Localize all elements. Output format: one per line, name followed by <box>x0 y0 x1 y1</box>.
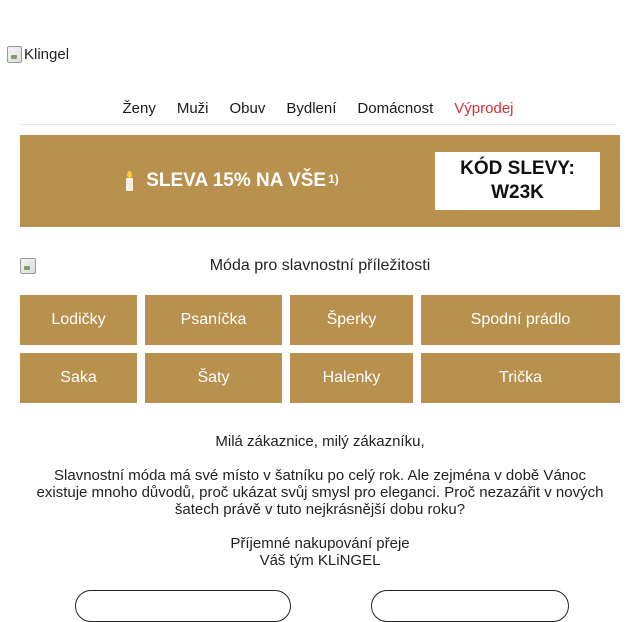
nav-item-obuv[interactable]: Obuv <box>229 100 266 117</box>
body-line-3: šatech právě v tuto nejkrásnější dobu roku? <box>174 501 466 518</box>
nav-item-domacnost[interactable]: Domácnost <box>357 100 434 117</box>
logo[interactable] <box>7 46 69 63</box>
category-tricka[interactable]: Trička <box>421 353 620 403</box>
discount-code-box <box>435 152 600 210</box>
category-sperky[interactable]: Šperky <box>290 295 413 345</box>
nav-item-muzi[interactable]: Muži <box>176 100 209 117</box>
promo-banner[interactable] <box>20 135 620 227</box>
hero-banner[interactable] <box>20 256 620 276</box>
nav-item-zeny[interactable]: Ženy <box>122 100 156 117</box>
nav-item-vyprodej[interactable]: Výprodej <box>454 100 514 117</box>
category-saty[interactable]: Šaty <box>145 353 282 403</box>
category-halenky[interactable]: Halenky <box>290 353 413 403</box>
closing-line-2: Váš tým KLiNGEL <box>259 552 381 569</box>
broken-image-icon <box>7 46 22 63</box>
cta-button-left[interactable] <box>75 590 291 622</box>
cta-button-right[interactable] <box>371 590 569 622</box>
category-saka[interactable]: Saka <box>20 353 137 403</box>
category-spodni-pradlo[interactable]: Spodní prádlo <box>421 295 620 345</box>
logo-alt-text: Klingel <box>24 46 70 63</box>
discount-code-label: KÓD SLEVY: <box>460 158 575 179</box>
hero-banner-alt-text: Móda pro slavnostní příležitosti <box>209 257 431 274</box>
main-nav <box>20 98 616 125</box>
category-psanicka[interactable]: Psaníčka <box>145 295 282 345</box>
promo-text: SLEVA 15% NA VŠE <box>146 170 327 191</box>
closing-line-1: Příjemné nakupování přeje <box>230 535 410 552</box>
nav-item-bydleni[interactable]: Bydlení <box>286 100 337 117</box>
body-line-2: existuje mnoho důvodů, proč ukázat svůj smysl pro eleganci. Proč nezazářit v nových <box>36 484 604 501</box>
promo-footnote: 1) <box>328 172 339 186</box>
category-lodicky[interactable]: Lodičky <box>20 295 137 345</box>
body-line-1: Slavnostní móda má své místo v šatníku po celý rok. Ale zejména v době Vánoc <box>54 467 586 484</box>
promo-text-area <box>20 170 435 192</box>
discount-code-value: W23K <box>491 182 544 203</box>
greeting: Milá zákaznice, milý zákazníku, <box>215 433 425 450</box>
candle-icon <box>124 171 134 191</box>
